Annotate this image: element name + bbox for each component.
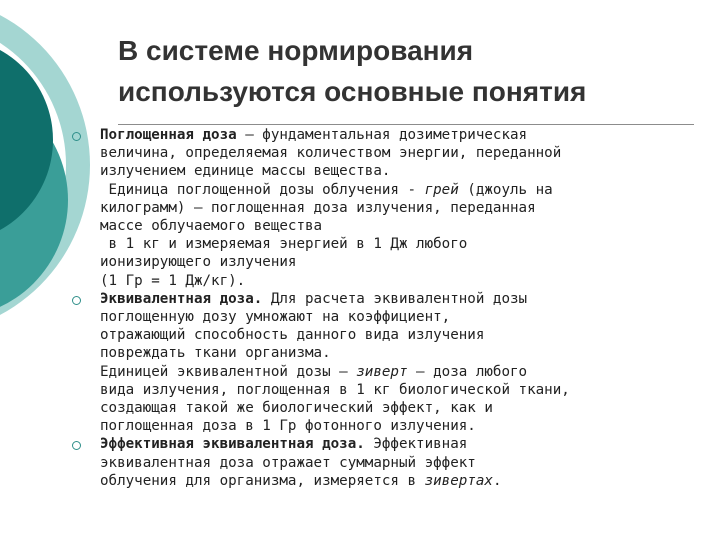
text-line: [100, 417, 700, 435]
bullet-icon: [72, 132, 81, 141]
term-heading: Поглощенная доза: [100, 127, 237, 143]
text-line: [100, 308, 700, 326]
text-segment: (1 Гр = 1 Дж/кг).: [100, 272, 246, 289]
text-line: [100, 126, 700, 144]
text-segment: вида излучения, поглощенная в 1 кг биологической ткани,: [100, 381, 570, 398]
text-line: [100, 363, 700, 381]
dark-teal-circle: [0, 37, 53, 243]
text-segment: в 1 кг и измеряемая энергией в 1 Дж любого: [100, 236, 468, 253]
text-segment: Эффективная: [364, 436, 468, 453]
text-segment: ионизирующего излучения: [100, 254, 297, 271]
text-line: [100, 344, 700, 362]
text-line: [100, 199, 700, 217]
text-segment: повреждать ткани организма.: [100, 345, 331, 362]
text-segment: эквивалентная доза отражает суммарный эффект: [100, 454, 476, 471]
term-heading: Эквивалентная доза.: [100, 290, 263, 307]
text-segment: создающая такой же биологический эффект, как и: [100, 400, 493, 417]
bullet-icon: [72, 296, 81, 305]
text-segment: излучением единице массы вещества.: [100, 163, 391, 180]
unit-name: грей: [424, 181, 459, 198]
text-line: [100, 144, 700, 162]
text-segment: Единица поглощенной дозы облучения -: [100, 181, 425, 198]
text-line: [100, 454, 700, 472]
bullet-list: [70, 126, 700, 490]
text-segment: поглощенную дозу умножают на коэффициент,: [100, 309, 451, 326]
text-segment: — фундаментальная дозиметрическая: [236, 127, 528, 143]
text-line: [100, 253, 700, 271]
text-line: [100, 326, 700, 344]
text-segment: килограмм) — поглощенная доза излучения, переданная: [100, 199, 536, 216]
unit-name: зивертах: [424, 472, 493, 489]
text-segment: массе облучаемого вещества: [100, 218, 323, 235]
text-segment: (джоуль на: [458, 181, 553, 198]
text-line: [100, 472, 700, 490]
text-line: [100, 272, 700, 290]
page-title-line-1: В системе нормирования: [118, 35, 474, 66]
text-line: [100, 162, 700, 180]
text-segment: отражающий способность данного вида излучения: [100, 327, 485, 344]
text-segment: поглощенная доза в 1 Гр фотонного излучения.: [100, 418, 476, 435]
unit-name: зиверт: [356, 363, 408, 380]
text-segment: Единицей эквивалентной дозы —: [100, 363, 357, 380]
page-title-line-2: используются основные понятия: [118, 76, 587, 107]
text-segment: Для расчета эквивалентной дозы: [262, 290, 528, 307]
list-item: [70, 290, 700, 436]
text-line: [100, 435, 700, 453]
list-item: [70, 435, 700, 490]
text-segment: облучения для организма, измеряется в: [100, 472, 425, 489]
mid-teal-circle: [0, 82, 68, 318]
text-line: [100, 290, 700, 308]
list-item: [70, 126, 700, 290]
white-ring-circle: [0, 19, 66, 311]
text-line: [100, 181, 700, 199]
text-segment: — доза любого: [407, 363, 528, 380]
text-line: [100, 217, 700, 235]
text-line: [100, 399, 700, 417]
page-title: [118, 30, 698, 112]
text-line: [100, 235, 700, 253]
text-segment: величина, определяемая количеством энергии, переданной: [100, 145, 562, 162]
text-line: [100, 381, 700, 399]
title-divider: [118, 124, 694, 125]
text-segment: .: [492, 472, 502, 489]
term-heading: Эффективная эквивалентная доза.: [100, 436, 365, 453]
bullet-icon: [72, 441, 81, 450]
